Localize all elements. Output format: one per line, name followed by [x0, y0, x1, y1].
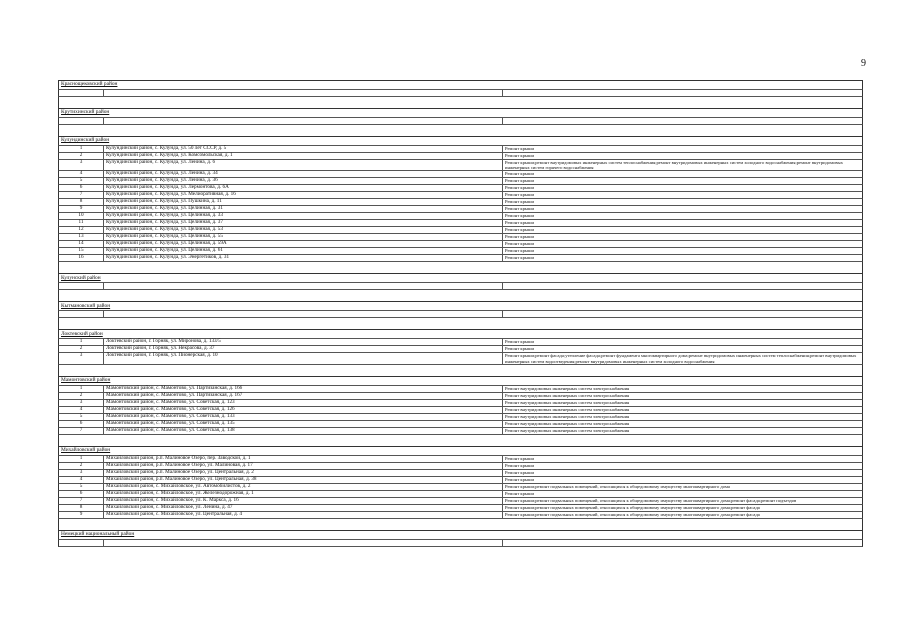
row-number: 5: [59, 484, 104, 490]
section-spacer: [58, 290, 863, 301]
table-row: [58, 255, 863, 262]
district-header: [58, 108, 863, 118]
work-type-cell: Ремонт крыши: [505, 346, 534, 352]
section-spacer: [58, 435, 863, 446]
address-cell: Мамонтовский район, с. Мамонтово, ул. Партизанская, д. 167: [104, 393, 503, 399]
address-cell: Кулундинский район, с. Кулунда, ул. Целинная, д. 53: [104, 227, 503, 233]
work-type-cell: Ремонт крыши: [505, 469, 534, 475]
address-cell: Кулундинский район, с. Кулунда, ул. Целинная, д. 61: [104, 248, 503, 254]
district-header: [58, 530, 863, 540]
district-name: Кытмановский район: [61, 302, 111, 309]
section-spacer: [58, 97, 863, 108]
row-number: 1: [59, 456, 104, 462]
column-divider: [502, 283, 503, 289]
column-divider: [103, 311, 104, 317]
row-number: 7: [59, 428, 104, 434]
work-type-cell: Ремонт крыши: [505, 220, 534, 226]
work-type-cell: Ремонт крыши;ремонт фасада;утепление фасада;ремонт фундамента многоквартирного дома;ремонт внутридомовых инженерных систем теплоснабжения;ремонт внутридомовых инженерных систем водоотведения;ремонт внутридомовых инженерных систем холодного водоснабжения: [505, 353, 857, 364]
address-cell: Кулундинский район, с. Кулунда, ул. Целинная, д. 55: [104, 234, 503, 240]
column-divider: [103, 283, 104, 289]
work-type-cell: Ремонт крыши;ремонт подвальных помещений, относящихся к общедомовому имуществу многоквартирного дома;ремонт фасада: [505, 511, 760, 517]
address-cell: Кулундинский район, с. Кулунда, ул. Ленина, д. 36: [104, 178, 503, 184]
row-number: 4: [59, 171, 104, 177]
work-type-cell: Ремонт крыши: [505, 476, 534, 482]
column-divider: [502, 118, 503, 124]
empty-row: [58, 90, 863, 97]
address-cell: Михайловский район, с. Михайловское, ул. Ленина, д. 47: [104, 505, 503, 511]
work-type-cell: Ремонт внутридомовых инженерных систем электроснабжения: [505, 392, 630, 398]
work-type-cell: Ремонт крыши: [505, 213, 534, 219]
column-divider: [103, 118, 104, 124]
work-type-cell: Ремонт крыши: [505, 462, 534, 468]
repair-program-table: [58, 80, 863, 547]
work-type-cell: Ремонт крыши: [505, 234, 534, 240]
address-cell: Мамонтовский район, с. Мамонтово, ул. Советская, д. 133: [104, 414, 503, 420]
work-type-cell: Ремонт крыши: [505, 153, 534, 158]
work-type-cell: Ремонт крыши: [505, 199, 534, 205]
work-type-cell: Ремонт крыши;ремонт внутридомовых инженерных систем теплоснабжения;ремонт внутридомовых инженерных систем холодного водоснабжения;ремонт внутридомовых инженерных систем горячего водоснабжения: [505, 160, 843, 171]
work-type-cell: Ремонт крыши: [505, 455, 534, 461]
work-type-cell: Ремонт крыши: [505, 339, 534, 345]
district-name: Немецкий национальный район: [61, 531, 135, 538]
address-cell: Михайловский район, с. Михайловское, ул. Автомобилистов, д. 2: [104, 484, 503, 490]
address-cell: Кулундинский район, с. Кулунда, ул. Энергетиков, д. 31: [104, 255, 503, 261]
work-type-cell: Ремонт крыши: [505, 241, 534, 247]
row-number: 1: [59, 386, 104, 392]
row-number: 15: [59, 248, 104, 254]
row-number: 11: [59, 220, 104, 226]
column-divider: [502, 90, 503, 96]
row-number: 7: [59, 498, 104, 504]
section-spacer: [58, 519, 863, 530]
address-cell: Локтевский район, г. Горняк, ул. Миронова, д. 133/5: [104, 339, 503, 345]
work-type-cell: Ремонт крыши: [505, 185, 534, 191]
address-cell: Михайловский район, р.п. Малиновое Озеро, ул. Малиновая, д. 17: [104, 463, 503, 469]
row-number: 2: [59, 153, 104, 159]
work-type-cell: Ремонт крыши;ремонт подвальных помещений, относящихся к общедомовому имуществу многоквартирного дома;ремонт фасада;ремонт подъездов: [505, 497, 797, 503]
column-divider: [502, 311, 503, 317]
address-cell: Кулундинский район, с. Кулунда, ул. Целинная, д. 31: [104, 206, 503, 212]
work-type-cell: Ремонт крыши: [505, 192, 534, 198]
district-name: Мамонтовский район: [61, 377, 111, 384]
section-spacer: [58, 318, 863, 329]
work-type-cell: Ремонт крыши: [505, 178, 534, 184]
address-cell: Мамонтовский район, с. Мамонтово, ул. Советская, д. 126: [104, 407, 503, 413]
empty-row: [58, 540, 863, 547]
work-type-cell: Ремонт крыши: [505, 171, 534, 177]
column-divider: [103, 540, 104, 546]
work-type-cell: Ремонт крыши;ремонт подвальных помещений, относящихся к общедомовому имуществу многоквартирного дома;ремонт фасада: [505, 504, 760, 510]
work-type-cell: Ремонт крыши: [505, 146, 534, 151]
row-number: 3: [59, 353, 104, 363]
address-cell: Кулундинский район, с. Кулунда, ул. Мелиоративная, д. 16: [104, 192, 503, 198]
work-type-cell: Ремонт крыши: [505, 227, 534, 233]
row-number: 5: [59, 178, 104, 184]
row-number: 5: [59, 414, 104, 420]
work-type-cell: Ремонт крыши: [505, 490, 534, 496]
work-type-cell: Ремонт внутридомовых инженерных систем электроснабжения: [505, 406, 630, 412]
page-number: 9: [861, 58, 866, 69]
address-cell: Мамонтовский район, с. Мамонтово, ул. Советская, д. 123: [104, 400, 503, 406]
row-number: 12: [59, 227, 104, 233]
address-cell: Михайловский район, р.п. Малиновое Озеро, ул. Центральная, д. 2: [104, 470, 503, 476]
address-cell: Мамонтовский район, с. Мамонтово, ул. Советская, д. 135: [104, 421, 503, 427]
row-number: 2: [59, 463, 104, 469]
district-header: [58, 301, 863, 311]
address-cell: Кулундинский район, с. Кулунда, ул. Ленина, д. 34: [104, 171, 503, 177]
work-type-cell: Ремонт крыши: [505, 206, 534, 212]
work-type-cell: Ремонт крыши: [505, 255, 534, 261]
row-number: 3: [59, 400, 104, 406]
work-type-cell: Ремонт крыши: [505, 248, 534, 254]
section-spacer: [58, 365, 863, 376]
address-cell: Михайловский район, с. Михайловское, ул. Центральная, д. 4: [104, 512, 503, 518]
row-number: 1: [59, 339, 104, 345]
work-type-cell: Ремонт внутридомовых инженерных систем электроснабжения: [505, 385, 630, 391]
row-number: 4: [59, 407, 104, 413]
district-name: Кулундинский район: [61, 137, 110, 144]
row-number: 2: [59, 393, 104, 399]
work-type-cell: Ремонт внутридомовых инженерных систем электроснабжения: [505, 420, 630, 426]
address-cell: Кулундинский район, с. Кулунда, ул. Целинная, д. 33: [104, 213, 503, 219]
address-cell: Кулундинский район, с. Кулунда, ул. Пушкина, д. 11: [104, 199, 503, 205]
row-number: 14: [59, 241, 104, 247]
address-cell: Локтевский район, г. Горняк, ул. Некрасова, д. 37: [104, 346, 503, 352]
address-cell: Михайловский район, р.п. Малиновое Озеро, пер. Заводской, д. 1: [104, 456, 503, 462]
address-cell: Кулундинский район, с. Кулунда, ул. Ленина, д. 6: [104, 160, 503, 170]
address-cell: Михайловский район, р.п. Малиновое Озеро, ул. Центральная, д. 38: [104, 477, 503, 483]
address-cell: Михайловский район, с. Михайловское, ул. Железнодорожная, д. 1: [104, 491, 503, 497]
address-cell: Кулундинский район, с. Кулунда, ул. Комсомольская, д. 1: [104, 153, 503, 159]
district-header: [58, 80, 863, 90]
district-name: Крутихинский район: [61, 109, 110, 116]
row-number: 4: [59, 477, 104, 483]
row-number: 10: [59, 213, 104, 219]
row-number: 7: [59, 192, 104, 198]
district-name: Кулунский район: [61, 274, 101, 281]
row-number: 6: [59, 421, 104, 427]
address-cell: Локтевский район, г. Горняк, ул. Пионерская, д. 10: [104, 353, 503, 363]
row-number: 13: [59, 234, 104, 240]
table-row: [58, 428, 863, 435]
empty-row: [58, 118, 863, 125]
row-number: 3: [59, 160, 104, 170]
row-number: 3: [59, 470, 104, 476]
column-divider: [502, 540, 503, 546]
work-type-cell: Ремонт внутридомовых инженерных систем электроснабжения: [505, 427, 630, 433]
address-cell: Мамонтовский район, с. Мамонтово, ул. Советская, д. 138: [104, 428, 503, 434]
row-number: 2: [59, 346, 104, 352]
address-cell: Кулундинский район, с. Кулунда, ул. Целинная, д. 37: [104, 220, 503, 226]
district-header: [58, 273, 863, 283]
section-spacer: [58, 262, 863, 273]
address-cell: Мамонтовский район, с. Мамонтово, ул. Партизанская, д. 166: [104, 386, 503, 392]
row-number: 9: [59, 512, 104, 518]
row-number: 6: [59, 491, 104, 497]
row-number: 9: [59, 206, 104, 212]
table-row: [58, 512, 863, 519]
row-number: 8: [59, 505, 104, 511]
column-divider: [103, 90, 104, 96]
empty-row: [58, 283, 863, 290]
address-cell: Кулундинский район, с. Кулунда, ул. Лермонтова, д. 6А: [104, 185, 503, 191]
row-number: 8: [59, 199, 104, 205]
work-type-cell: Ремонт внутридомовых инженерных систем электроснабжения: [505, 399, 630, 405]
address-cell: Михайловский район, с. Михайловское, ул. К. Маркса, д. 16: [104, 498, 503, 504]
work-type-cell: Ремонт внутридомовых инженерных систем электроснабжения: [505, 413, 630, 419]
row-number: 6: [59, 185, 104, 191]
district-name: Локтевский район: [61, 330, 103, 337]
district-name: Краснощековский район: [61, 81, 118, 88]
district-name: Михайловский район: [61, 447, 111, 454]
table-row: [58, 353, 863, 364]
work-type-cell: Ремонт крыши;ремонт подвальных помещений, относящихся к общедомовому имуществу многоквартирного дома: [505, 483, 730, 489]
row-number: 16: [59, 255, 104, 261]
row-number: 1: [59, 146, 104, 152]
address-cell: Кулундинский район, с. Кулунда, ул. Целинная, д. 59А: [104, 241, 503, 247]
section-spacer: [58, 125, 863, 136]
address-cell: Кулундинский район, с. Кулунда, ул. 50 лет СССР, д. 5: [104, 146, 503, 152]
empty-row: [58, 311, 863, 318]
